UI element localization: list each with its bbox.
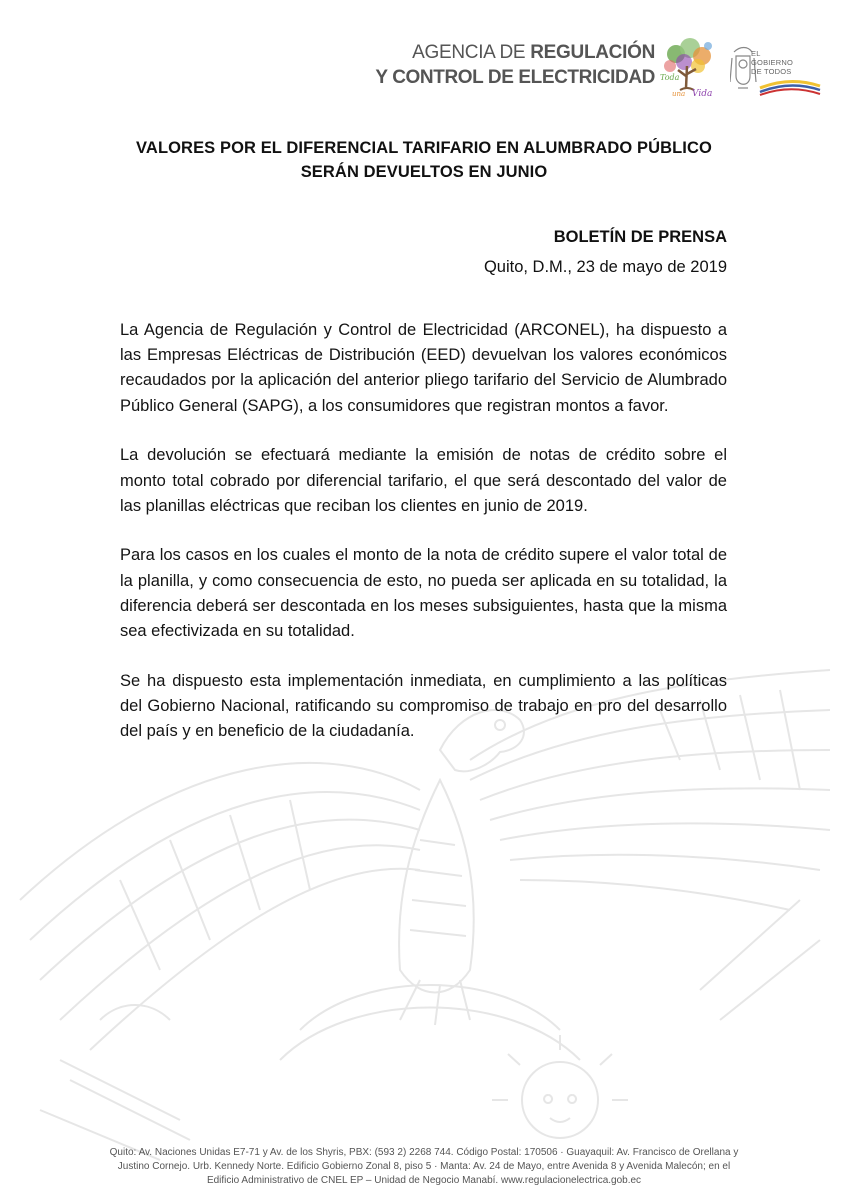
tree-of-life-icon: [656, 36, 720, 102]
footer-addresses: [100, 1146, 748, 1188]
footer-line-2: Justino Cornejo. Urb. Kennedy Norte. Edificio Gobierno Zonal 8, piso 5 · Manta: Av. 24 de Mayo, entre Avenida 8 y Avenida Malecón; en el: [117, 1161, 731, 1172]
gov-logo-text: EL GOBIERNO DE TODOS: [751, 49, 794, 76]
article-body: [120, 318, 727, 769]
page-title: [60, 136, 788, 184]
footer-line-1: Quito: Av. Naciones Unidas E7-71 y Av. de los Shyris, PBX: (593 2) 2268 744. Código Postal: 170506 · Guayaquil: Av. Francisco de Orellana y: [109, 1147, 739, 1158]
tree-logo-word-1: Toda: [660, 73, 680, 82]
paragraph: Para los casos en los cuales el monto de la nota de crédito supere el valor total de la planilla, y como consecuencia de esto, no pueda ser aplicada en su totalidad, la diferencia deberá ser descontada en los meses subsiguientes, hasta que la misma sea efectivizada en su totalidad.: [120, 546, 727, 641]
press-release-label: BOLETÍN DE PRENSA: [553, 228, 727, 246]
agency-name-line2: Y CONTROL DE ELECTRICIDAD: [375, 67, 655, 88]
tree-logo-word-3: Vida: [692, 89, 713, 99]
dateline: Quito, D.M., 23 de mayo de 2019: [483, 258, 727, 276]
paragraph: Se ha dispuesto esta implementación inmediata, en cumplimiento a las políticas del Gobierno Nacional, ratificando su compromiso de trabajo en pro del desarrollo del país y en beneficio de la ciudadanía.: [120, 671, 727, 741]
footer-line-3: Edificio Administrativo de CNEL EP – Unidad de Negocio Manabí. www.regulacionelectrica.gob.ec: [206, 1175, 642, 1186]
title-line-2: SERÁN DEVUELTOS EN JUNIO: [300, 163, 548, 181]
tree-logo-word-2: una: [672, 90, 686, 98]
paragraph: La devolución se efectuará mediante la emisión de notas de crédito sobre el monto total cobrado por diferencial tarifario, el que será descontado del valor de las planillas eléctricas que reciban los clientes en junio de 2019.: [120, 446, 727, 515]
title-line-1: VALORES POR EL DIFERENCIAL TARIFARIO EN ALUMBRADO PÚBLICO: [136, 139, 712, 157]
arconel-logo: [375, 40, 655, 94]
agency-name-line1: AGENCIA DE REGULACIÓN: [412, 42, 655, 63]
paragraph: La Agencia de Regulación y Control de Electricidad (ARCONEL), ha dispuesto a las Empresas Eléctricas de Distribución (EED) devuelvan los valores económicos recaudados por la aplicación del anterior pliego tarifario del Servicio de Alumbrado Público General (SAPG), a los consumidores que registran montos a favor.: [120, 321, 727, 415]
